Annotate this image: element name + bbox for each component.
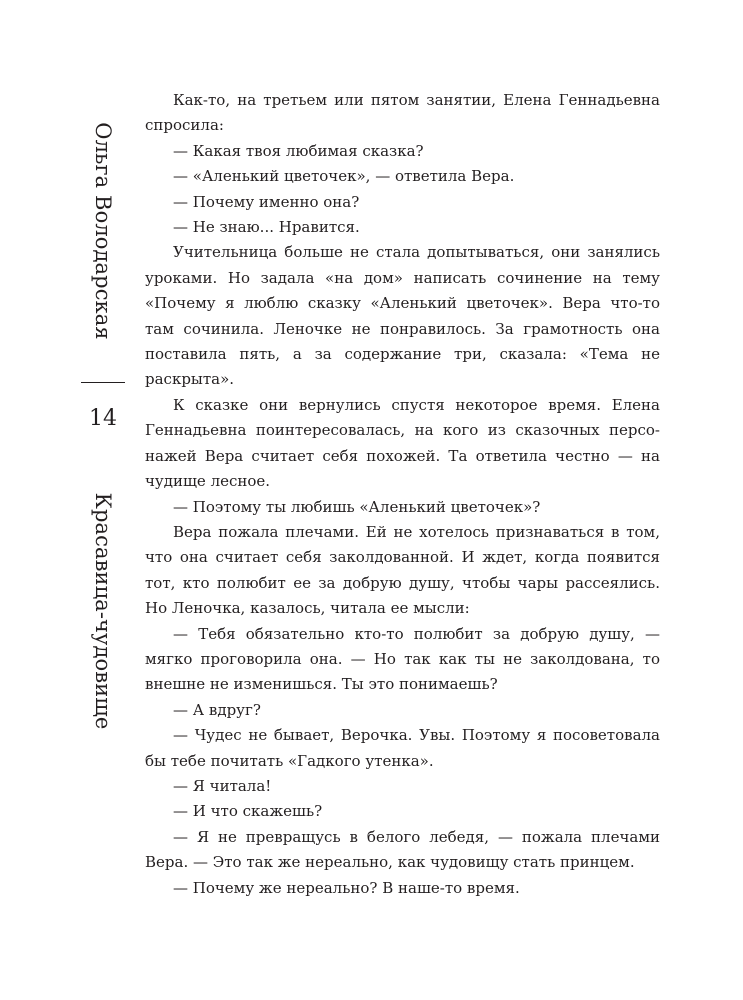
paragraph: — «Аленький цветочек», — ответила Вера. — [173, 167, 515, 186]
running-head — [72, 80, 134, 940]
paragraph: Как-то, на третьем или пятом занятии, Елена Геннадьевна спросила: — [145, 91, 660, 135]
running-head-divider — [81, 382, 125, 383]
paragraph: — Не знаю... Нравится. — [173, 218, 360, 237]
running-head-author-block — [72, 80, 134, 382]
paragraph: — И что скажешь? — [173, 802, 323, 821]
running-head-title-block — [72, 452, 134, 770]
paragraph: — Поэтому ты любишь «Аленький цветочек»? — [173, 497, 541, 516]
paragraph: — Я читала! — [173, 776, 272, 795]
running-head-book-title: Красавица-чудовище — [91, 492, 115, 730]
paragraph: Вера пожала плечами. Ей не хотелось признаваться в том, что она считает себя заколдованной. И ждет, когда появится тот, кто полюбит ее за добрую душу, чтобы чары рассеялись. Но Леночка, казалось, читала ее мысли: — [145, 522, 660, 618]
paragraph: — Почему же нереально? В наше-то время. — [173, 878, 520, 897]
paragraph: — Почему именно она? — [173, 192, 360, 211]
page-number: 14 — [89, 406, 117, 431]
paragraph: — Какая твоя любимая сказка? — [173, 141, 424, 160]
paragraph: — А вдруг? — [173, 700, 261, 719]
paragraph: Учительница больше не стала допытываться, они занялись уроками. Но задала «на дом» написать сочинение на тему «Почему я люблю сказку «Аленький цветочек». Вера что-то там сочинила. Леночке не понравилось. За грамотность она поставила пять, а за содержание три, сказала: «Тема не раскрыта». — [145, 243, 660, 389]
paragraph: К сказке они вернулись спустя некоторое время. Елена Геннадьевна поинтересовалась, на кого из сказочных персонажей Вера считает себя похожей. Та ответила честно — на чудище лесное. — [145, 395, 660, 491]
running-head-author: Ольга Володарская — [91, 122, 115, 340]
paragraph: — Чудес не бывает, Верочка. Увы. Поэтому я посоветовала бы тебе почитать «Гадкого утенка». — [145, 726, 660, 770]
paragraph: — Я не превращусь в белого лебедя, — пожала плечами Вера. — Это так же нереально, как чудовищу стать принцем. — [145, 827, 660, 872]
body-text — [145, 88, 660, 901]
paragraph: — Тебя обязательно кто-то полюбит за добрую душу, — мягко проговорила она. — Но так как ты не заколдована, то внешне не изменишься. Ты это понимаешь? — [145, 624, 660, 694]
